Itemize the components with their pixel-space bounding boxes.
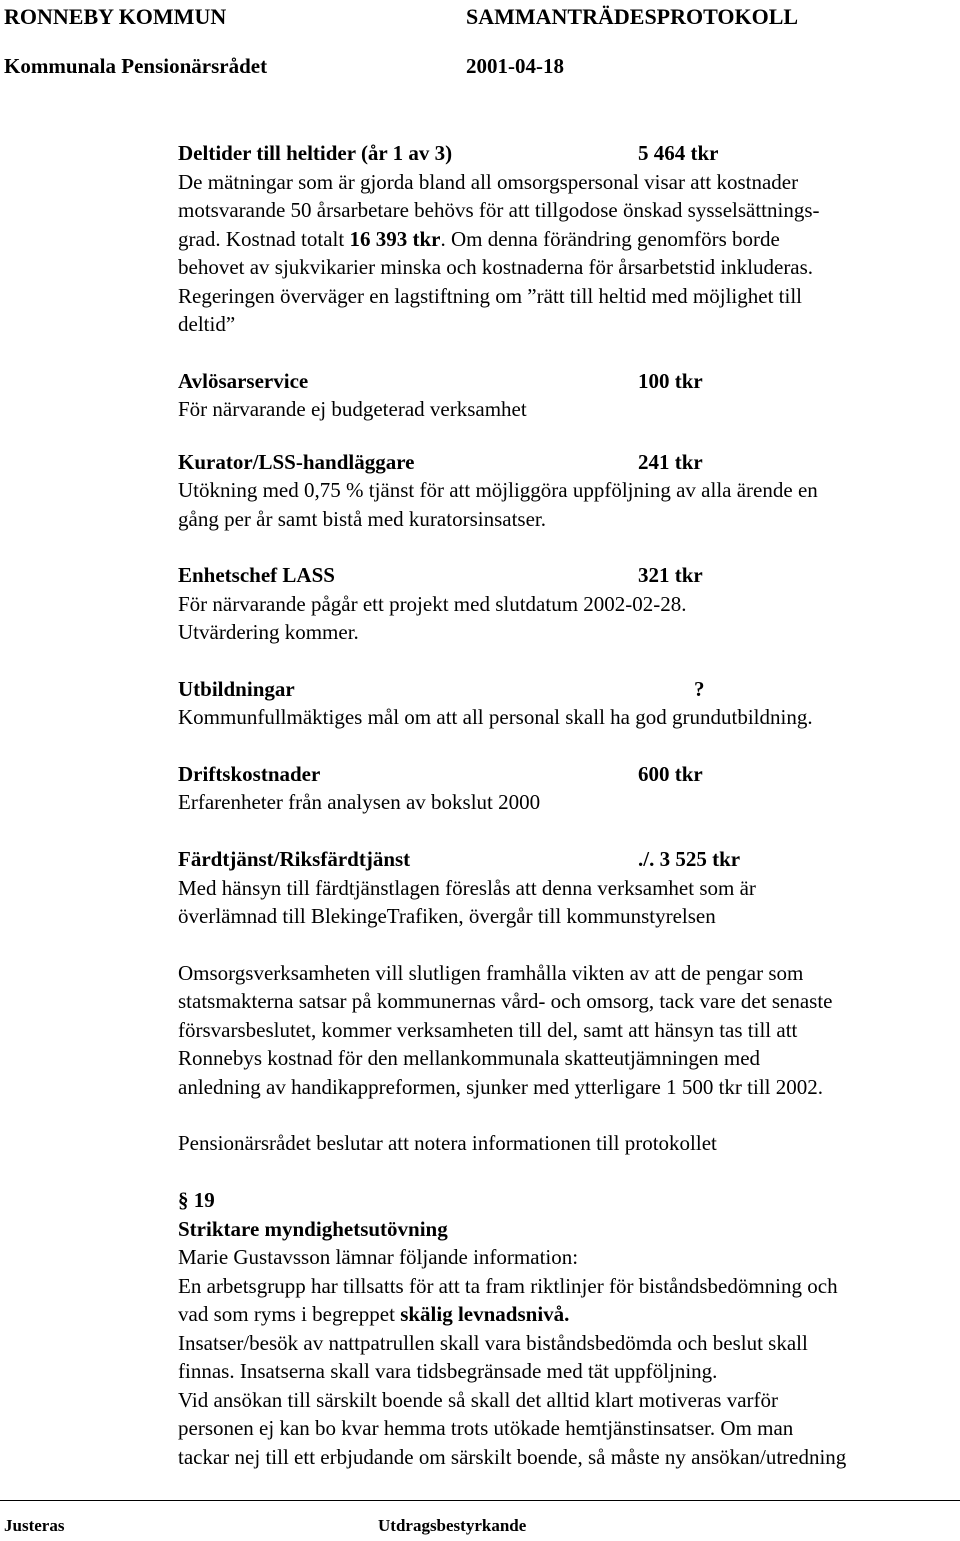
text-line: Med hänsyn till färdtjänstlagen föreslås att denna verksamhet som är <box>178 876 756 900</box>
text-line: anledning av handikappreformen, sjunker med ytterligare 1 500 tkr till 2002. <box>178 1075 823 1099</box>
text-line: De mätningar som är gjorda bland all omsorgspersonal visar att kostnader <box>178 170 799 194</box>
amount-fardtjanst: ./. 3 525 tkr <box>638 847 741 871</box>
text-line: Insatser/besök av nattpatrullen skall vara biståndsbedömda och beslut skall <box>178 1331 808 1355</box>
text-line: överlämnad till BlekingeTrafiken, övergår till kommunstyrelsen <box>178 904 716 928</box>
amount-utbildning: ? <box>694 677 705 701</box>
paragraph-number: § 19 <box>178 1188 215 1212</box>
amount-deltider: 5 464 tkr <box>638 141 719 165</box>
text-line: Utökning med 0,75 % tjänst för att möjliggöra uppföljning av alla ärende en <box>178 478 818 502</box>
header-org: RONNEBY KOMMUN <box>4 4 227 29</box>
section-title-deltider: Deltider till heltider (år 1 av 3) <box>178 141 453 165</box>
text-line: För närvarande pågår ett projekt med slutdatum 2002-02-28. <box>178 592 687 616</box>
text-line: personen ej kan bo kvar hemma trots utökade hemtjänstinsatser. Om man <box>178 1416 794 1440</box>
text-line: Ronnebys kostnad för den mellankommunala skatteutjämningen med <box>178 1046 761 1070</box>
section-title-enhetschef: Enhetschef LASS <box>178 563 335 587</box>
text-line: motsvarande 50 årsarbetare behövs för att tillgodose önskad sysselsättnings- <box>178 198 820 222</box>
footer-utdragsbestyrkande: Utdragsbestyrkande <box>378 1516 527 1535</box>
text-line: försvarsbeslutet, kommer verksamheten till del, samt att hänsyn tas till att <box>178 1018 798 1042</box>
header-doc-type: SAMMANTRÄDESPROTOKOLL <box>466 4 799 29</box>
text-line: Marie Gustavsson lämnar följande information: <box>178 1245 579 1269</box>
text-line: För närvarande ej budgeterad verksamhet <box>178 397 527 421</box>
text-line: finnas. Insatserna skall vara tidsbegränsade med tät uppföljning. <box>178 1359 718 1383</box>
text-line: Vid ansökan till särskilt boende så skall det alltid klart motiveras varför <box>178 1388 779 1412</box>
section-title-avlosar: Avlösarservice <box>178 369 309 393</box>
header-date: 2001-04-18 <box>466 54 564 78</box>
decision-text: Pensionärsrådet beslutar att notera informationen till protokollet <box>178 1131 717 1155</box>
text-line: Kommunfullmäktiges mål om att all personal skall ha god grundutbildning. <box>178 705 813 729</box>
amount-kurator: 241 tkr <box>638 450 703 474</box>
footer-justeras: Justeras <box>4 1516 65 1535</box>
amount-enhetschef: 321 tkr <box>638 563 703 587</box>
text-line: Erfarenheter från analysen av bokslut 2000 <box>178 790 541 814</box>
text-line: gång per år samt bistå med kuratorsinsatser. <box>178 507 546 531</box>
paragraph-title: Striktare myndighetsutövning <box>178 1217 448 1241</box>
text-line: Regeringen överväger en lagstiftning om ”rätt till heltid med möjlighet till <box>178 284 803 308</box>
text-line: Omsorgsverksamheten vill slutligen framhålla vikten av att de pengar som <box>178 961 804 985</box>
section-title-utbildning: Utbildningar <box>178 677 295 701</box>
text-line: deltid” <box>178 312 236 336</box>
section-title-kurator: Kurator/LSS-handläggare <box>178 450 415 474</box>
text-line: grad. Kostnad totalt 16 393 tkr. Om denna förändring genomförs borde <box>178 227 780 251</box>
header-council: Kommunala Pensionärsrådet <box>4 54 268 78</box>
footer-divider <box>0 1500 960 1501</box>
section-title-drift: Driftskostnader <box>178 762 321 786</box>
text-line: En arbetsgrupp har tillsatts för att ta fram riktlinjer för biståndsbedömning och <box>178 1274 838 1298</box>
text-line: tackar nej till ett erbjudande om särskilt boende, så måste ny ansökan/utredning <box>178 1445 847 1469</box>
text-line: Utvärdering kommer. <box>178 620 359 644</box>
text-line: vad som ryms i begreppet skälig levnadsnivå. <box>178 1302 570 1326</box>
amount-avlosar: 100 tkr <box>638 369 703 393</box>
amount-drift: 600 tkr <box>638 762 703 786</box>
text-line: behovet av sjukvikarier minska och kostnaderna för årsarbetstid inkluderas. <box>178 255 814 279</box>
section-title-fardtjanst: Färdtjänst/Riksfärdtjänst <box>178 847 411 871</box>
text-line: statsmakterna satsar på kommunernas vård- och omsorg, tack vare det senaste <box>178 989 833 1013</box>
